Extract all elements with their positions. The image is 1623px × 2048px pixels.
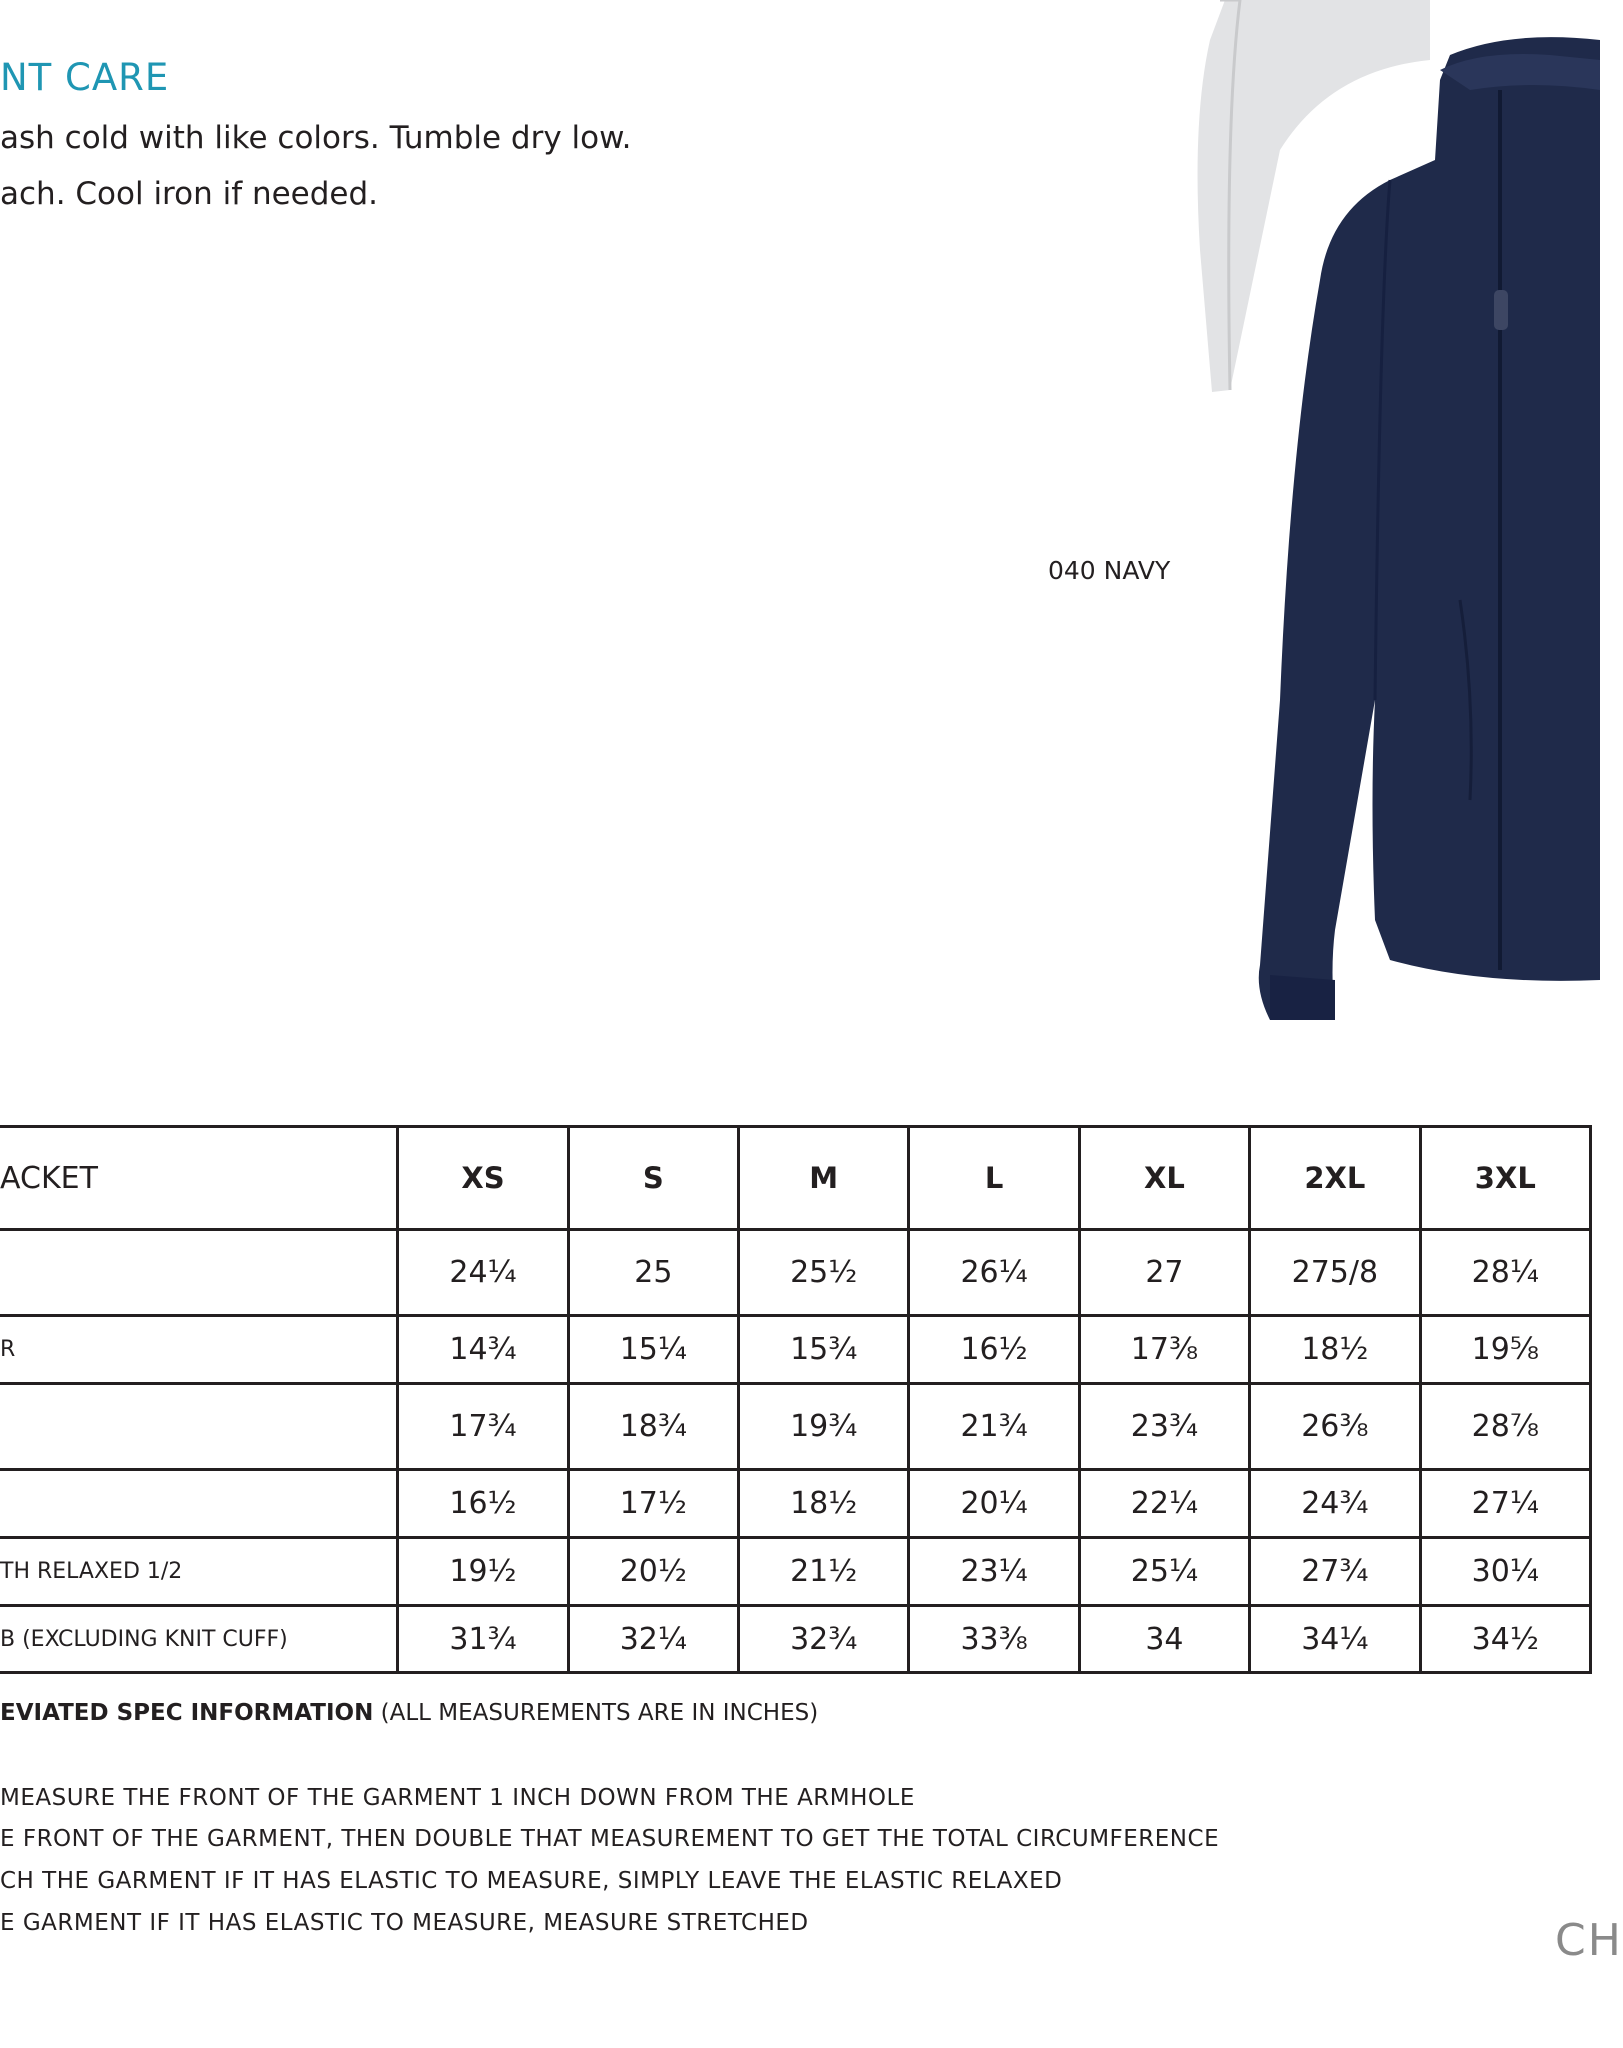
spec-info-units: (ALL MEASUREMENTS ARE IN INCHES) [373, 1700, 819, 1726]
table-cell: 19½ [398, 1538, 568, 1606]
table-cell: 15¼ [568, 1316, 738, 1384]
table-header-label: ACKET [0, 1127, 398, 1230]
size-header-xs: XS [398, 1127, 568, 1230]
table-cell: 16½ [398, 1470, 568, 1538]
table-row [0, 1606, 1591, 1673]
measure-note: E GARMENT IF IT HAS ELASTIC TO MEASURE, MEASURE STRETCHED [0, 1910, 809, 1936]
table-cell: 16½ [909, 1316, 1079, 1384]
table-cell: 32¼ [568, 1606, 738, 1673]
color-label: 040 NAVY [1048, 556, 1171, 585]
table-cell: 34¼ [1250, 1606, 1420, 1673]
table-cell: 30¼ [1420, 1538, 1590, 1606]
care-instruction-line: ach. Cool iron if needed. [0, 176, 379, 212]
table-row [0, 1538, 1591, 1606]
care-instruction-line: ash cold with like colors. Tumble dry low. [0, 120, 632, 156]
table-cell: 23¼ [909, 1538, 1079, 1606]
size-header-xl: XL [1079, 1127, 1249, 1230]
row-label [0, 1470, 398, 1538]
row-label [0, 1230, 398, 1316]
measure-note: MEASURE THE FRONT OF THE GARMENT 1 INCH DOWN FROM THE ARMHOLE [0, 1785, 915, 1811]
table-cell: 19⅝ [1420, 1316, 1590, 1384]
table-cell: 19¾ [739, 1384, 909, 1470]
table-cell: 18½ [739, 1470, 909, 1538]
table-cell: 28⅞ [1420, 1384, 1590, 1470]
table-row [0, 1316, 1591, 1384]
table-cell: 34½ [1420, 1606, 1590, 1673]
measure-note: E FRONT OF THE GARMENT, THEN DOUBLE THAT MEASUREMENT TO GET THE TOTAL CIRCUMFERENCE [0, 1826, 1220, 1852]
table-cell: 27¼ [1420, 1470, 1590, 1538]
row-label: TH RELAXED 1/2 [0, 1538, 398, 1606]
table-cell: 27¾ [1250, 1538, 1420, 1606]
table-cell: 31¾ [398, 1606, 568, 1673]
table-cell: 25½ [739, 1230, 909, 1316]
table-row [0, 1230, 1591, 1316]
spec-info-note [0, 1700, 818, 1726]
table-cell: 14¾ [398, 1316, 568, 1384]
table-cell: 25¼ [1079, 1538, 1249, 1606]
table-cell: 33⅜ [909, 1606, 1079, 1673]
table-cell: 23¾ [1079, 1384, 1249, 1470]
jacket-product-image [1130, 0, 1600, 1070]
size-header-3xl: 3XL [1420, 1127, 1590, 1230]
table-cell: 21½ [739, 1538, 909, 1606]
size-spec-table [0, 1125, 1592, 1674]
size-header-2xl: 2XL [1250, 1127, 1420, 1230]
table-cell: 17⅜ [1079, 1316, 1249, 1384]
size-header-s: S [568, 1127, 738, 1230]
table-cell: 21¾ [909, 1384, 1079, 1470]
table-cell: 18½ [1250, 1316, 1420, 1384]
table-cell: 17½ [568, 1470, 738, 1538]
table-cell: 24¼ [398, 1230, 568, 1316]
navy-jacket-image [1259, 37, 1600, 1020]
table-row [0, 1470, 1591, 1538]
table-cell: 34 [1079, 1606, 1249, 1673]
table-cell: 20¼ [909, 1470, 1079, 1538]
table-header-row [0, 1127, 1591, 1230]
size-header-l: L [909, 1127, 1079, 1230]
care-title: NT CARE [0, 56, 170, 99]
table-cell: 27 [1079, 1230, 1249, 1316]
measure-note: CH THE GARMENT IF IT HAS ELASTIC TO MEASURE, SIMPLY LEAVE THE ELASTIC RELAXED [0, 1868, 1063, 1894]
brand-logo-text: CH [1555, 1915, 1623, 1966]
table-cell: 18¾ [568, 1384, 738, 1470]
table-cell: 25 [568, 1230, 738, 1316]
table-cell: 20½ [568, 1538, 738, 1606]
row-label: B (EXCLUDING KNIT CUFF) [0, 1606, 398, 1673]
table-cell: 17¾ [398, 1384, 568, 1470]
table-cell: 26⅜ [1250, 1384, 1420, 1470]
table-cell: 22¼ [1079, 1470, 1249, 1538]
table-row [0, 1384, 1591, 1470]
row-label: R [0, 1316, 398, 1384]
table-cell: 26¼ [909, 1230, 1079, 1316]
row-label [0, 1384, 398, 1470]
table-cell: 275/8 [1250, 1230, 1420, 1316]
table-cell: 28¼ [1420, 1230, 1590, 1316]
table-cell: 32¾ [739, 1606, 909, 1673]
spec-info-bold: EVIATED SPEC INFORMATION [0, 1700, 374, 1726]
size-header-m: M [739, 1127, 909, 1230]
table-cell: 15¾ [739, 1316, 909, 1384]
table-cell: 24¾ [1250, 1470, 1420, 1538]
